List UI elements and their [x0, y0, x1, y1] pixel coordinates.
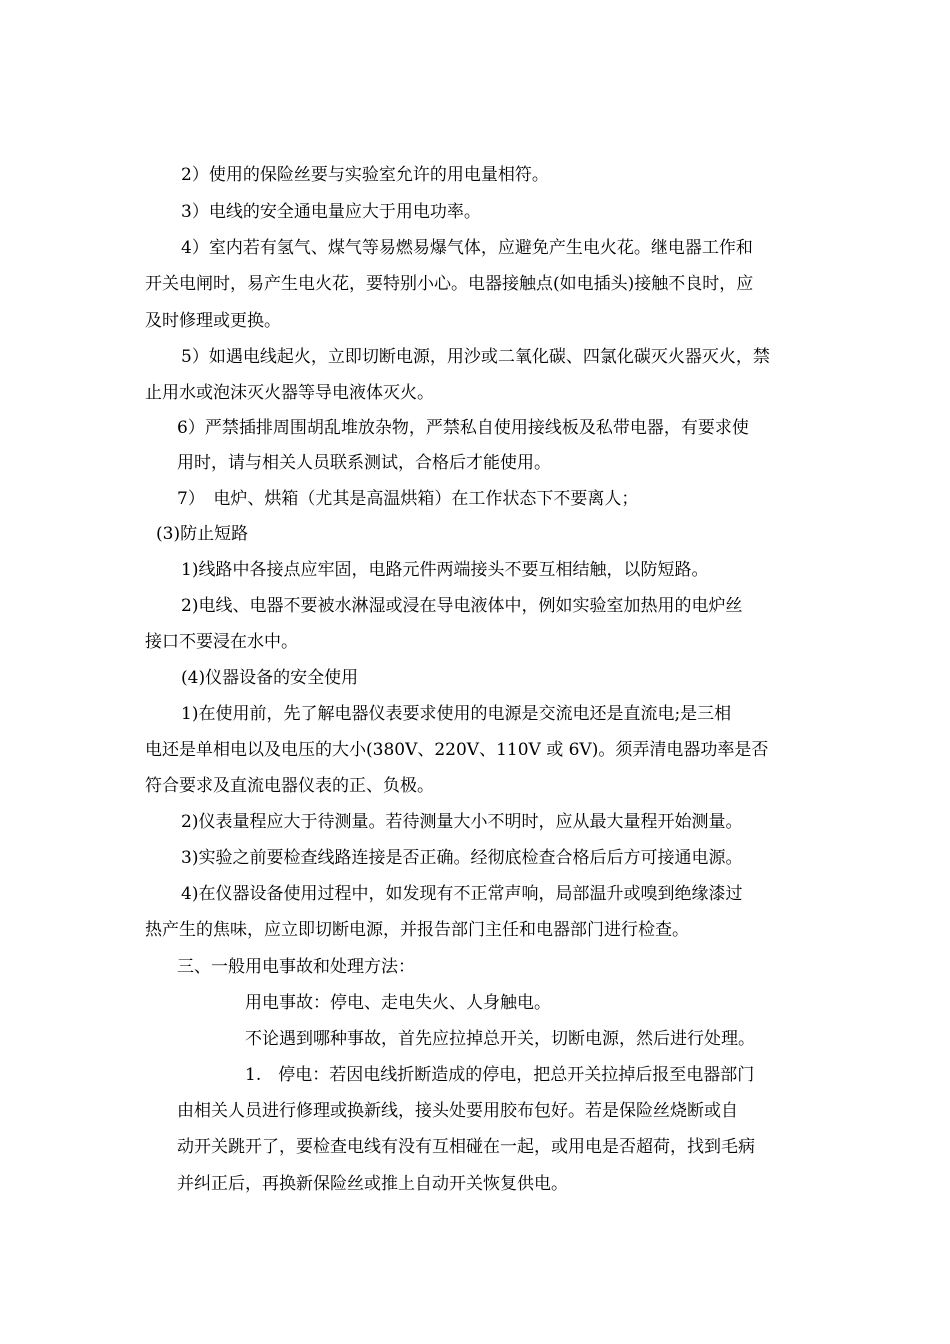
text-line: (4)仪器设备的安全使用 — [181, 668, 359, 688]
text-line: 3)实验之前要检查线路连接是否正确。经彻底检查合格后后方可接通电源。 — [181, 848, 743, 868]
text-line: 4）室内若有氢气、煤气等易燃易爆气体，应避免产生电火花。继电器工作和 — [181, 238, 753, 258]
section-heading: 三、一般用电事故和处理方法： — [177, 957, 415, 977]
text-line: 及时修理或更换。 — [145, 311, 281, 331]
text-line: 并纠正后，再换新保险丝或推上自动开关恢复供电。 — [177, 1174, 568, 1194]
text-line: 符合要求及直流电器仪表的正、负极。 — [145, 776, 434, 796]
text-line: 由相关人员进行修理或换新线，接头处要用胶布包好。若是保险丝烧断或自 — [177, 1101, 738, 1121]
text-line: 电还是单相电以及电压的大小(380V、220V、110V 或 6V)。须弄清电器功率是否 — [145, 740, 769, 760]
text-line: 1. 停电：若因电线折断造成的停电，把总开关拉掉后报至电器部门 — [245, 1065, 755, 1085]
text-line: 1)在使用前，先了解电器仪表要求使用的电源是交流电还是直流电;是三相 — [181, 704, 732, 724]
text-line: 开关电闸时，易产生电火花，要特别小心。电器接触点(如电插头)接触不良时，应 — [145, 274, 754, 294]
text-line: 不论遇到哪种事故，首先应拉掉总开关，切断电源，然后进行处理。 — [245, 1029, 755, 1049]
text-line: 接口不要浸在水中。 — [145, 632, 298, 652]
text-line: 7） 电炉、烘箱（尤其是高温烘箱）在工作状态下不要离人； — [177, 489, 639, 509]
text-line: 止用水或泡沫灭火器等导电液体灭火。 — [145, 383, 434, 403]
text-line: 4)在仪器设备使用过程中，如发现有不正常声响，局部温升或嗅到绝缘漆过 — [181, 884, 743, 904]
text-line: 用电事故：停电、走电失火、人身触电。 — [245, 993, 551, 1013]
text-line: 2)仪表量程应大于待测量。若待测量大小不明时，应从最大量程开始测量。 — [181, 812, 743, 832]
text-line: 2）使用的保险丝要与实验室允许的用电量相符。 — [181, 165, 549, 185]
text-line: 5）如遇电线起火，立即切断电源，用沙或二氧化碳、四氯化碳灭火器灭火，禁 — [181, 347, 770, 367]
text-line: (3)防止短路 — [156, 524, 249, 544]
text-line: 2)电线、电器不要被水淋湿或浸在导电液体中，例如实验室加热用的电炉丝 — [181, 596, 743, 616]
text-line: 3）电线的安全通电量应大于用电功率。 — [181, 202, 481, 222]
text-line: 用时，请与相关人员联系测试，合格后才能使用。 — [177, 453, 551, 473]
text-line: 1)线路中各接点应牢固，电路元件两端接头不要互相结触，以防短路。 — [181, 560, 709, 580]
text-line: 热产生的焦味，应立即切断电源，并报告部门主任和电器部门进行检查。 — [145, 920, 689, 940]
text-line: 6）严禁插排周围胡乱堆放杂物，严禁私自使用接线板及私带电器，有要求使 — [177, 418, 749, 438]
text-line: 动开关跳开了，要检查电线有没有互相碰在一起，或用电是否超荷，找到毛病 — [177, 1137, 755, 1157]
